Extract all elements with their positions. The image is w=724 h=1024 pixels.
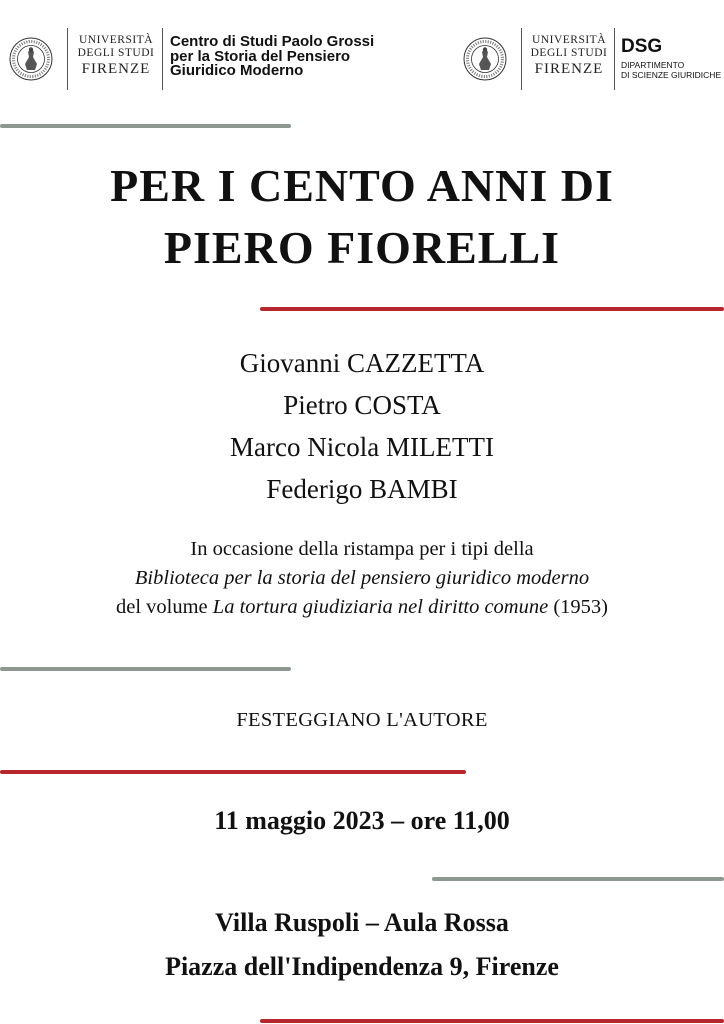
- centro-line1: Centro di Studi Paolo Grossi: [170, 33, 375, 50]
- university-wordmark-left: [75, 34, 157, 78]
- header-divider: [162, 28, 163, 90]
- divider-red-middle: [0, 770, 466, 774]
- occasion-line3-prefix: del volume: [116, 596, 213, 618]
- university-line2: DEGLI STUDI: [530, 47, 608, 59]
- university-line3: FIRENZE: [534, 61, 604, 77]
- university-line2: DEGLI STUDI: [77, 47, 155, 59]
- university-line3: FIRENZE: [81, 61, 151, 77]
- divider-red-bottom: [260, 1019, 724, 1023]
- header-divider: [67, 28, 68, 90]
- header-divider: [521, 28, 522, 90]
- department-line2: DI SCIENZE GIURIDICHE: [621, 70, 722, 80]
- series-title: Biblioteca per la storia del pensiero giuridico moderno: [134, 567, 590, 589]
- divider-gray-middle: [0, 667, 291, 671]
- event-date-time: 11 maggio 2023 – ore 11,00: [214, 806, 510, 835]
- department-abbr: DSG: [621, 36, 663, 57]
- centro-line3: Giuridico Moderno: [170, 62, 304, 79]
- speaker-list: [0, 342, 724, 510]
- occasion-text: [0, 535, 724, 622]
- celebration-text: FESTEGGIANO L'AUTORE: [236, 709, 488, 731]
- divider-red-title: [260, 307, 724, 311]
- centro-line2: per la Storia del Pensiero: [170, 47, 351, 65]
- speaker-name: Marco Nicola MILETTI: [230, 432, 494, 462]
- university-wordmark-right: [528, 34, 610, 78]
- university-line1: UNIVERSITÀ: [532, 34, 606, 46]
- header-divider: [614, 28, 615, 90]
- occasion-line3: [0, 593, 724, 622]
- department-line1: DIPARTIMENTO: [621, 60, 685, 70]
- event-title: [0, 155, 724, 279]
- divider-gray-top: [0, 124, 291, 128]
- event-venue: [0, 901, 724, 989]
- title-line2: PIERO FIORELLI: [163, 222, 561, 273]
- speaker-name: Federigo BAMBI: [266, 474, 458, 504]
- book-title: La tortura giudiziaria nel diritto comune: [212, 596, 549, 618]
- venue-address: Piazza dell'Indipendenza 9, Firenze: [165, 952, 559, 981]
- university-seal-icon: [463, 37, 507, 81]
- divider-gray-lower: [432, 877, 724, 881]
- title-line1: PER I CENTO ANNI DI: [110, 160, 614, 211]
- speaker-name: Giovanni CAZZETTA: [239, 348, 485, 378]
- centro-studi-name: [170, 35, 440, 79]
- department-logo: [621, 36, 724, 80]
- speaker-name: Pietro COSTA: [283, 390, 441, 420]
- venue-line1: Villa Ruspoli – Aula Rossa: [215, 908, 509, 937]
- occasion-line1: In occasione della ristampa per i tipi della: [190, 538, 534, 560]
- university-line1: UNIVERSITÀ: [79, 34, 153, 46]
- publication-year: (1953): [548, 596, 608, 618]
- university-seal-icon: [9, 37, 53, 81]
